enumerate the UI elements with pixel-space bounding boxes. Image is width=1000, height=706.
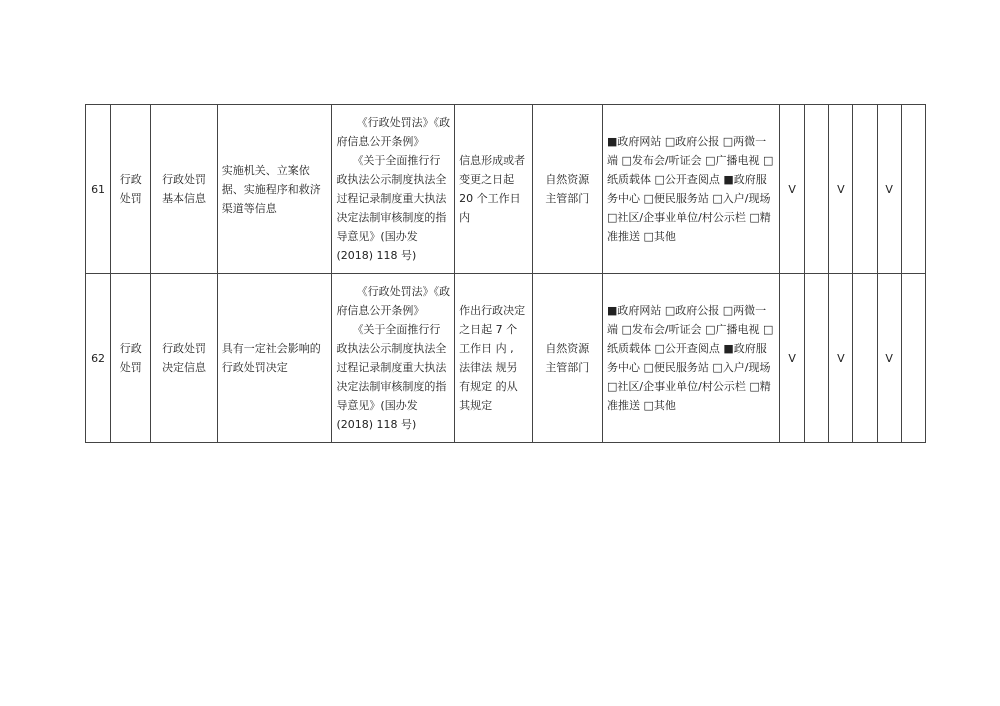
check-cell [901, 274, 925, 443]
disclosure-content: 实施机关、立案依据、实施程序和救济 渠道等信息 [217, 105, 332, 274]
check-cell: V [877, 274, 901, 443]
check-cell [805, 274, 829, 443]
table-row [86, 274, 926, 443]
category-level1: 行政 处罚 [111, 105, 151, 274]
disclosure-channels: ■政府网站 □政府公报 □两微一端 □发布会/听证会 □广播电视 □纸质载体 □公开查阅点 ■政府服务中心 □便民服务站 □入户/现场 □社区/企事业单位/村公示栏 □精准推送 □其他 [603, 105, 780, 274]
category-level2: 行政处罚 基本信息 [151, 105, 217, 274]
disclosure-subject: 自然资源 主管部门 [532, 105, 602, 274]
disclosure-content: 具有一定社会影响的行政处罚决定 [217, 274, 332, 443]
check-cell: V [780, 105, 805, 274]
category-level1: 行政 处罚 [111, 274, 151, 443]
disclosure-table [85, 104, 926, 443]
disclosure-subject: 自然资源 主管部门 [532, 274, 602, 443]
check-cell [805, 105, 829, 274]
check-cell: V [829, 105, 853, 274]
check-cell [853, 274, 877, 443]
disclosure-time-limit: 信息形成或者变更之日起 20 个工作日内 [455, 105, 532, 274]
check-cell: V [829, 274, 853, 443]
row-number: 62 [86, 274, 111, 443]
check-cell [901, 105, 925, 274]
check-cell [853, 105, 877, 274]
category-level2: 行政处罚 决定信息 [151, 274, 217, 443]
row-number: 61 [86, 105, 111, 274]
table-row [86, 105, 926, 274]
check-cell: V [780, 274, 805, 443]
disclosure-time-limit: 作出行政决定之日起 7 个工作日 内 , 法律法 规另有规定 的从其规定 [455, 274, 532, 443]
disclosure-channels: ■政府网站 □政府公报 □两微一端 □发布会/听证会 □广播电视 □纸质载体 □公开查阅点 ■政府服务中心 □便民服务站 □入户/现场 □社区/企事业单位/村公示栏 □精准推送 □其他 [603, 274, 780, 443]
check-cell: V [877, 105, 901, 274]
disclosure-basis: 《行政处罚法》《政 府信息公开条例》 《关于全面推行行 政执法公示制度执法全过程记录制度重大执法决定法制审核制度的指导意见》(国办发 (2018) 118 号) [332, 105, 455, 274]
disclosure-basis: 《行政处罚法》《政 府信息公开条例》 《关于全面推行行 政执法公示制度执法全过程记录制度重大执法决定法制审核制度的指导意见》(国办发 (2018) 118 号) [332, 274, 455, 443]
